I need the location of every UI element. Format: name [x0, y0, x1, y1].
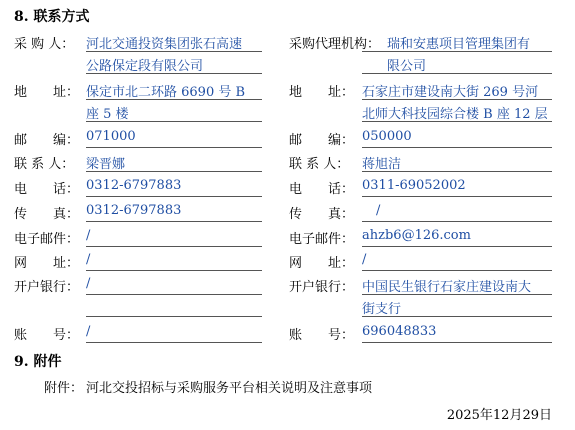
- agency-bank-line1: 中国民生银行石家庄建设南大: [362, 280, 532, 295]
- purchaser-fax: 0312-6797883: [86, 203, 182, 218]
- agency-address-line2: 北师大科技园综合楼 B 座 12 层: [362, 107, 548, 122]
- purchaser-phone-label: 电 话：: [14, 182, 80, 197]
- purchaser-phone: 0312-6797883: [86, 178, 182, 193]
- agency-bank-line2: 街支行: [362, 302, 402, 317]
- purchaser-contact-label: 联 系 人：: [14, 157, 75, 172]
- purchaser-postcode: 071000: [86, 129, 136, 144]
- agency-email-label: 电子邮件：: [289, 232, 355, 247]
- purchaser-fax-label: 传 真：: [14, 207, 80, 222]
- agency-email: ahzb6@126.com: [362, 228, 471, 243]
- purchaser-email: /: [86, 228, 91, 243]
- purchaser-name-line1: 河北交通投资集团张石高速: [86, 37, 243, 52]
- agency-bank-label: 开户银行：: [289, 280, 355, 295]
- attachment-text: 河北交投招标与采购服务平台相关说明及注意事项: [86, 381, 373, 396]
- purchaser-account: /: [86, 324, 91, 339]
- agency-website: /: [362, 252, 367, 267]
- agency-phone: 0311-69052002: [362, 178, 466, 193]
- agency-fax: /: [376, 203, 381, 218]
- purchaser-address-line2: 座 5 楼: [86, 107, 129, 122]
- purchaser-name-line2: 公路保定段有限公司: [86, 59, 204, 74]
- agency-contact-label: 联 系 人：: [289, 157, 350, 172]
- purchaser-bank: /: [86, 276, 91, 291]
- purchaser-label: 采 购 人：: [14, 37, 75, 52]
- purchaser-contact: 梁晋娜: [86, 157, 126, 172]
- agency-address-label: 地 址：: [289, 85, 355, 100]
- purchaser-address-line1: 保定市北二环路 6690 号 B: [86, 85, 246, 100]
- agency-account-label: 账 号：: [289, 328, 355, 343]
- purchaser-account-label: 账 号：: [14, 328, 80, 343]
- purchaser-website: /: [86, 252, 91, 267]
- purchaser-address-label: 地 址：: [14, 85, 80, 100]
- agency-website-label: 网 址：: [289, 256, 355, 271]
- agency-fax-label: 传 真：: [289, 207, 355, 222]
- document-date: 2025年12月29日: [446, 408, 552, 423]
- attachment-label: 附件：: [44, 381, 84, 396]
- purchaser-bank-label: 开户银行：: [14, 280, 80, 295]
- agency-account: 696048833: [362, 324, 437, 339]
- agency-phone-label: 电 话：: [289, 182, 355, 197]
- section-title-contact: 8. 联系方式: [14, 9, 90, 25]
- purchaser-email-label: 电子邮件：: [14, 232, 80, 247]
- agency-address-line1: 石家庄市建设南大街 269 号河: [362, 85, 539, 100]
- agency-postcode: 050000: [362, 129, 412, 144]
- agency-postcode-label: 邮 编：: [289, 133, 355, 148]
- agency-contact: 蒋旭洁: [362, 157, 402, 172]
- section-title-attachment: 9. 附件: [14, 354, 62, 370]
- agency-label: 采购代理机构：: [289, 37, 381, 52]
- purchaser-website-label: 网 址：: [14, 256, 80, 271]
- agency-name-line1: 瑞和安惠项目管理集团有: [387, 37, 531, 52]
- agency-name-line2: 限公司: [387, 59, 427, 74]
- purchaser-postcode-label: 邮 编：: [14, 133, 80, 148]
